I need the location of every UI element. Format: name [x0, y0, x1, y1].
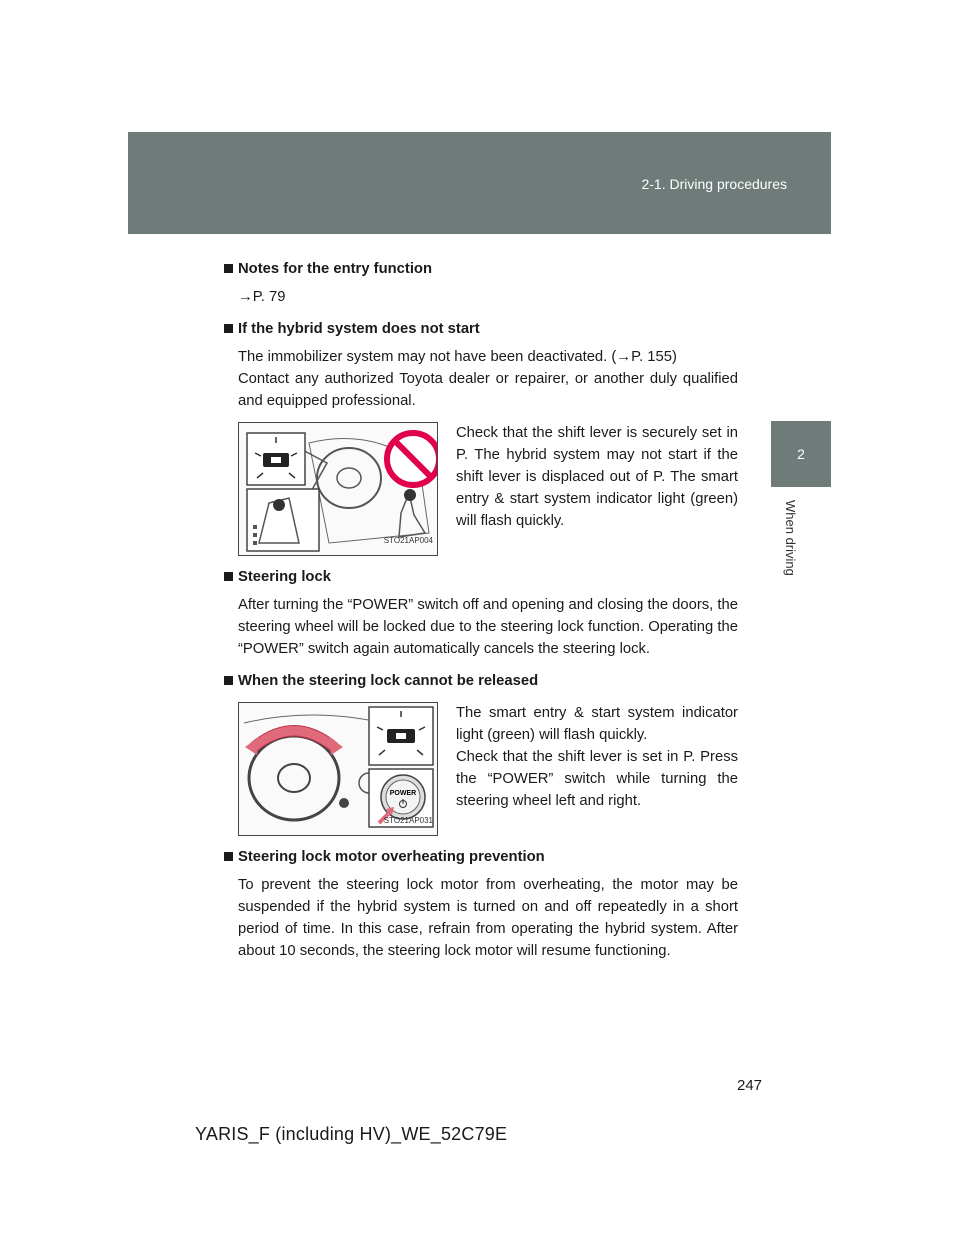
text-contact-dealer: Contact any authorized Toyota dealer or repairer, or another duly qualified and equipped professional. [238, 371, 738, 409]
press-power-note: Check that the shift lever is set in P. Press the “POWER” switch while turning the steering wheel left and right. [456, 749, 738, 809]
figure-row-shift-lever [222, 422, 738, 556]
figure-code-shift: STO21AP004 [383, 536, 433, 545]
document-code: YARIS_F (including HV)_WE_52C79E [195, 1124, 508, 1144]
page-content [222, 258, 738, 962]
power-button-label: POWER [389, 790, 417, 797]
heading-entry-function: Notes for the entry function [222, 258, 738, 280]
indicator-flash-note: The smart entry & start system indicator light (green) will flash quickly. [456, 705, 738, 743]
heading-overheat-prevention: Steering lock motor overheating prevention [222, 846, 738, 868]
figure-row-steering [222, 702, 738, 836]
heading-steering-lock: Steering lock [222, 566, 738, 588]
header-band [128, 132, 831, 234]
heading-lock-not-released: When the steering lock cannot be released [222, 670, 738, 692]
page-number: 247 [737, 1077, 763, 1094]
heading-hybrid-not-start: If the hybrid system does not start [222, 318, 738, 340]
chapter-number: 2 [797, 446, 805, 462]
text-steering-lock: After turning the “POWER” switch off and opening and closing the doors, the steering wheel will be locked due to the steering lock function. Operating the “POWER” switch again automatically cancels the steering lock. [238, 597, 738, 657]
section-title: 2-1. Driving procedures [641, 176, 787, 192]
text-entry-reference: →P. 79 [238, 289, 286, 305]
figure-code-steering: STO21AP031 [383, 816, 433, 825]
figure-caption-steering [456, 702, 738, 836]
text-overheat-prevention: To prevent the steering lock motor from overheating, the motor may be suspended if the hybrid system is turned on and off repeatedly in a short period of time. In this case, refrain from operating the hybrid system. After about 10 seconds, the steering lock motor will resume functioning. [238, 877, 738, 959]
steering-wheel-illustration [238, 702, 438, 836]
shift-lever-illustration [238, 422, 438, 556]
text-immobilizer: The immobilizer system may not have been deactivated. (→P. 155) [238, 349, 677, 365]
chapter-label: When driving [783, 500, 798, 576]
figure-caption-shift [456, 422, 738, 556]
shift-lever-note: Check that the shift lever is securely set in P. The hybrid system may not start if the shift lever is displaced out of P. The smart entry & start system indicator light (green) will flash quickly. [456, 425, 738, 529]
chapter-tab[interactable] [771, 421, 831, 487]
